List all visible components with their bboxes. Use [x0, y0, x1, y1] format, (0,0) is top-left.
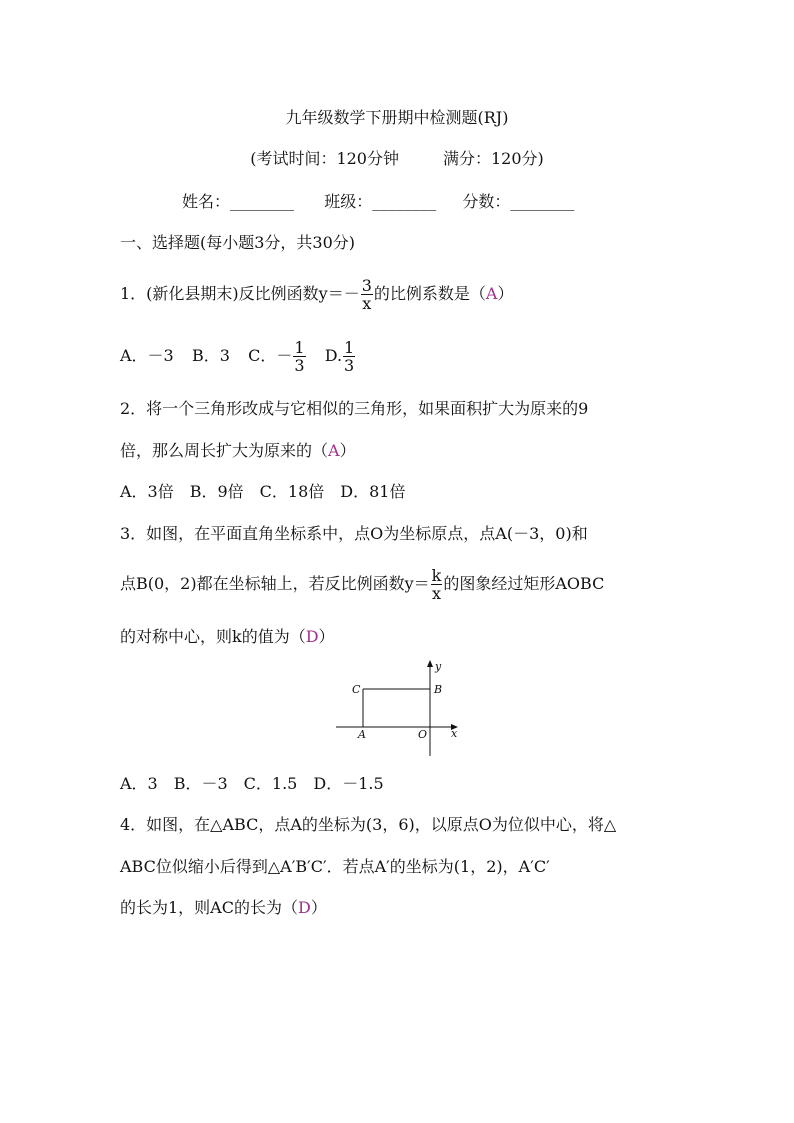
q1-option-b: B．3	[191, 346, 230, 365]
q3-line2: 点B(0，2)都在坐标轴上，若反比例函数y＝ $\frac{k}{x}$ 的图象经过矩形AOBC	[120, 566, 605, 603]
score-blank: ________	[510, 192, 575, 211]
q2-line1: 2．将一个三角形改成与它相似的三角形，如果面积扩大为原来的9	[120, 399, 589, 418]
label-x: x	[451, 727, 458, 740]
class-blank: ________	[372, 192, 437, 211]
q4-answer: D	[297, 898, 311, 917]
label-y: y	[435, 660, 442, 673]
q2-line2: 倍，那么周长扩大为原来的（A）	[120, 441, 356, 460]
q1-answer: A	[485, 284, 498, 303]
name-blank: ________	[230, 192, 295, 211]
q4-line1: 4．如图，在△ABC，点A的坐标为(3，6)，以原点O为位似中心，将△	[120, 815, 617, 834]
exam-time: (考试时间：120分钟	[250, 149, 399, 168]
q1-options	[120, 336, 356, 376]
q3-figure	[334, 658, 464, 758]
section-title: 一、选择题(每小题3分，共30分)	[120, 233, 356, 252]
q3-line3: 的对称中心，则k的值为（D）	[120, 627, 335, 646]
exam-title: 九年级数学下册期中检测题(RJ)	[285, 108, 509, 127]
q3-line1: 3．如图，在平面直角坐标系中，点O为坐标原点，点A(－3，0)和	[120, 524, 588, 543]
label-c: C	[352, 683, 361, 696]
q1-prefix: 1．(新化县期末)反比例函数y＝－	[120, 284, 360, 303]
label-b: B	[434, 683, 443, 696]
label-o: O	[418, 728, 428, 741]
q3-answer: D	[305, 627, 319, 646]
q4-line2: ABC位似缩小后得到△A′B′C′．若点A′的坐标为(1，2)，A′C′	[120, 857, 550, 876]
exam-full-score: 满分：120分)	[443, 149, 544, 168]
y-axis-arrow	[427, 660, 433, 667]
q4-line3: 的长为1，则AC的长为（D）	[120, 898, 327, 917]
q3-options: A．3 B．－3 C．1.5 D．－1.5	[120, 774, 384, 793]
q1-fraction: $\frac{3}{x}$	[361, 276, 372, 313]
q2-options: A．3倍 B．9倍 C．18倍 D．81倍	[120, 482, 406, 501]
class-label: 班级：	[324, 192, 373, 211]
q1-option-c: C．－ $\frac{1}{3}$	[248, 338, 305, 375]
score-label: 分数：	[462, 192, 511, 211]
q1-suffix: 的比例系数是（	[373, 284, 486, 303]
name-label: 姓名：	[182, 192, 231, 211]
student-info-row	[182, 192, 574, 212]
label-a: A	[358, 728, 366, 741]
q2-answer: A	[328, 441, 340, 460]
q1-option-d: D. $\frac{1}{3}$	[324, 338, 355, 375]
exam-subtitle	[0, 149, 794, 169]
q1-option-a: A．－3	[120, 346, 174, 365]
question-1: 1．(新化县期末)反比例函数y＝－ $\frac{3}{x}$ 的比例系数是（A）	[120, 276, 514, 313]
q3-fraction: $\frac{k}{x}$	[431, 566, 442, 603]
